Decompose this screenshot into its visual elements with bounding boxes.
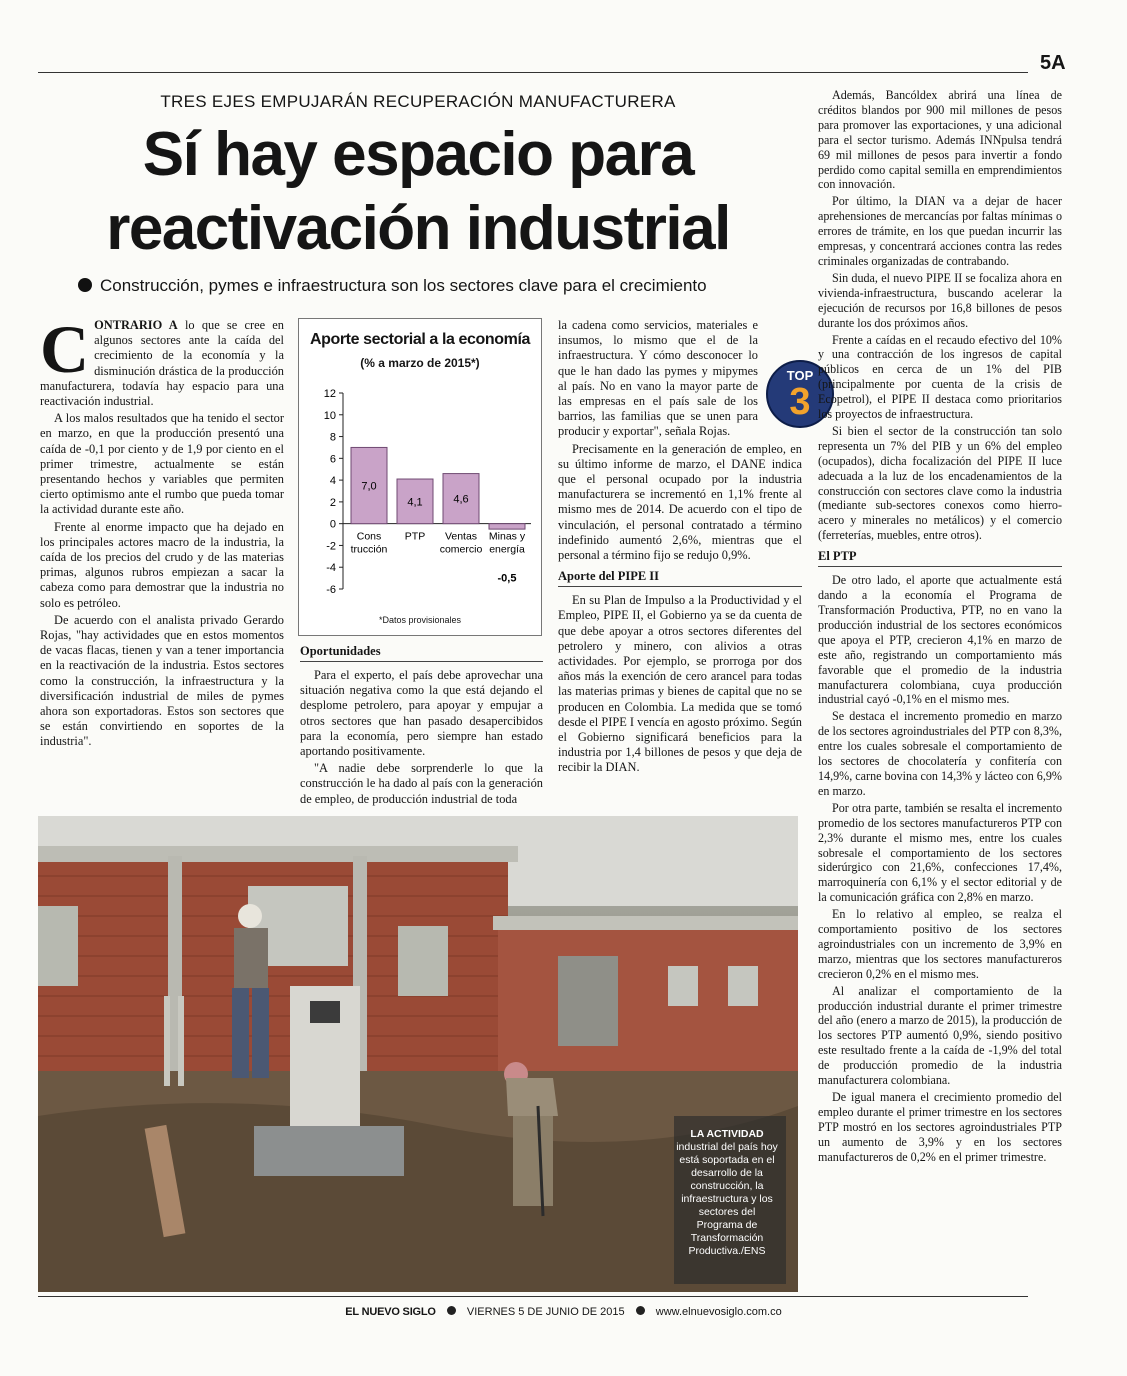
bar-value-label: 4,6 — [453, 493, 469, 506]
bar — [489, 524, 525, 529]
bullet-icon — [636, 1306, 645, 1315]
paragraph: Por otra parte, también se resalta el incremento promedio de los sectores manufactureros PTP con 2,3% durante el mismo mes, entre los cuales sobresale el comportamiento de los sectores siderúrgico con 21,6%, confecciones 17,4%, marroquinería con 6,1% y el sector editorial y de la comunicación gráfica con 2,8% en marzo. — [818, 800, 1062, 905]
category-label: Ventas — [444, 530, 478, 543]
caption-head: LA ACTIVIDAD — [690, 1128, 764, 1140]
paragraph: Frente a caídas en el recaudo efectivo del 10% y una contracción de los ingresos de capital públicos en cerca de un 1% del PIB (principalmente por cuenta de la crisis de Ecopetrol), el PIPE II destaca como prioritarios los proyectos de infraestructura. — [818, 332, 1062, 422]
category-label: PTP — [404, 530, 426, 543]
chart-note: *Datos provisionales — [378, 615, 462, 625]
y-tick-label: 4 — [329, 475, 336, 488]
paragraph: Por último, la DIAN va a dejar de hacer aprehensiones de mercancías por faltas mínimas o errores de trámite, en los que puedan incurrir las empresas, y concentrará acciones contra las redes criminales organizadas de contrabando. — [818, 194, 1062, 268]
y-tick-label: -2 — [326, 540, 336, 553]
bullet-icon — [447, 1306, 456, 1315]
category-label: Cons — [356, 530, 382, 543]
section-heading: Aporte del PIPE II — [558, 569, 802, 587]
headline — [38, 118, 798, 266]
lead-paragraph: C ONTRARIO A lo que se cree en algunos sectores ante la caída del crecimiento de la economía y la disminución drástica de la producción manufacturera, todavía hay espacio para una reactivación industrial. — [40, 311, 284, 409]
category-label: Minas y — [488, 530, 526, 543]
y-tick-label: 0 — [329, 518, 336, 531]
paragraph: A los malos resultados que ha tenido el sector en marzo, en que la producción presentó una caída de -0,1 por ciento y de 1,9 por ciento en el primer trimestre, actualmente se están presentando hechos y variables que permiten cierto optimismo ante el rumbo que pueda tomar la actividad durante este año. — [40, 411, 284, 517]
page-number: 5A — [1040, 52, 1066, 74]
y-tick-label: 8 — [329, 431, 336, 444]
footer-date: VIERNES 5 DE JUNIO DE 2015 — [466, 1306, 625, 1318]
bullet-icon — [78, 278, 92, 292]
section-heading: Oportunidades — [300, 644, 543, 662]
paragraph: Se destaca el incremento promedio en marzo de los sectores agroindustriales del PTP con 8,3%, entre los cuales sobresale el comportamiento de los sectores de chocolatería y confitería con 14,9%, carne bovina con 14,3% y lácteo con 6,9% en marzo. — [818, 709, 1062, 798]
paragraph: Si bien el sector de la construcción tan solo representa un 7% del PIB y un 6% del empleo (ocupados), dicha focalización del PIPE II luce adecuada a la luz de los encadenamientos de la construcción con sectores clave como la industria (mediante sub-sectores conexos como hierro-acero y minerales no metálicos) y el comercio (ferreterías, muebles, entre otros). — [818, 423, 1062, 543]
top-3-badge: TOP 3 — [766, 360, 834, 428]
photo-caption — [676, 1128, 778, 1258]
paragraph: De acuerdo con el analista privado Gerardo Rojas, "hay actividades que en estos momentos de vacas flacas, tienen y van a tener importancia en la reactivación de la industria. Estos sectores como la construcción, la infraestructura y la diversificación industrial de miles de pymes ahora son exportadoras. Estos son sectores que se están convirtiendo en soportes de la industria". — [40, 612, 284, 749]
category-label: comercio — [439, 543, 483, 556]
y-tick-label: 2 — [329, 496, 336, 509]
paragraph: Para el experto, el país debe aprovechar una situación negativa como la que está dejando el desplome petrolero, para apoyar y empujar a otros sectores que han pasado desapercibidos para la economía, pero siempre han estado aportando positivamente. — [300, 668, 543, 759]
paragraph: En lo relativo al empleo, se realza el comportamiento positivo de los sectores agroindustriales con un incremento de 3,9% en marzo, mientras que los sectores manufactureros crecieron 0,2% en el mismo mes. — [818, 907, 1062, 981]
bar-value-label: 4,1 — [407, 496, 423, 509]
column-4 — [818, 88, 1062, 1167]
bar-value-label: 7,0 — [361, 480, 377, 493]
column-1 — [40, 311, 284, 752]
category-label: trucción — [350, 543, 388, 556]
paragraph: De otro lado, el aporte que actualmente está dando a la economía el Programa de Transformación Productiva, PTP, no en vano la producción industrial de los sectores económicos que apoya el PTP, crecieron 4,1% en marzo de este año, registrando un comportamiento más favorable que el promedio de la industria manufacturera colombiana, cuya producción industrial cayó -0,1% en el mismo mes. — [818, 573, 1062, 707]
headline-line-2: reactivación industrial — [106, 194, 730, 263]
footer-rule — [38, 1296, 1028, 1297]
chart-box — [298, 318, 542, 636]
caption-body: industrial del país hoy está soportada en el desarrollo de la construcción, la infraestructura y los sectores del Programa de Transformación Productiva./ENS — [676, 1141, 778, 1257]
paragraph: "A nadie debe sorprenderle lo que la construcción le ha dado al país con la generación de empleo, de producción industrial de toda — [300, 761, 543, 806]
paragraph: De igual manera el crecimiento promedio del empleo durante el primer trimestre en los sectores PTP mostró en los sectores agroindustriales PTP un aumento de 3,9% y en los sectores manufactureros de 0,2% en el primer trimestre. — [818, 1090, 1062, 1164]
chart-title: Aporte sectorial a la economía — [309, 331, 531, 348]
headline-line-1: Sí hay espacio para — [142, 120, 694, 189]
paragraph: Precisamente en la generación de empleo, en su último informe de marzo, el DANE indica que el personal ocupado por la industria manufacturera se incrementó en 1,1% frente al mismo mes de 2014. De acuerdo con el tipo de vinculación, el personal contratado a término indefinido aumentó 2,6%, mientras que el personal a término fijo se redujo 0,9%. — [558, 441, 802, 563]
drop-cap: C — [40, 311, 90, 387]
subhead: Construcción, pymes e infraestructura son los sectores clave para el crecimiento — [78, 276, 798, 296]
paragraph: Sin duda, el nuevo PIPE II se focaliza ahora en vivienda-infraestructura, buscando acelerar la ejecución de recursos por 16,8 billones de pesos durante los dos próximos años. — [818, 270, 1062, 330]
paragraph: Al analizar el comportamiento de la producción industrial durante el primer trimestre del año (enero a marzo de 2015), la producción de los sectores PTP aumentó 0,9%, siendo positivo este resultado frente a la caída de -1,9% del total de producción promedio de la industria manufacturera colombiana. — [818, 983, 1062, 1088]
y-tick-label: 12 — [323, 388, 336, 400]
top-rule — [38, 72, 1028, 73]
paragraph: Además, Bancóldex abrirá una línea de créditos blandos por 900 mil millones de pesos para promover las exportaciones, y una adicional para el sector turismo. Además INNpulsa tendrá 69 mil millones de pesos para invertir a fondo perdido como capital semilla en emprendimientos con innovación. — [818, 88, 1062, 192]
category-label: energía — [489, 543, 525, 556]
bar-chart — [299, 319, 543, 637]
y-tick-label: 10 — [323, 409, 336, 422]
y-tick-label: 6 — [329, 453, 336, 466]
y-tick-label: -6 — [326, 584, 336, 596]
y-tick-label: -4 — [326, 562, 336, 575]
kicker: TRES EJES EMPUJARÁN RECUPERACIÓN MANUFACTURERA — [160, 92, 676, 111]
chart-subtitle: (% a marzo de 2015*) — [360, 356, 480, 370]
paragraph: En su Plan de Impulso a la Productividad y el Empleo, PIPE II, el Gobierno ya se da cuenta de que debe apoyar a otros sectores diferentes del petrolero y minero, con alivios a otras actividades. Por ejemplo, se prorroga por dos años más la exención de cero arancel para todas las materias primas y bienes de capital que no se producen en Colombia. La medida que se tomó desde el PIPE I vencía en agosto próximo. Según el Gobierno significará beneficios para la industria por 1,4 billones de pesos y que deja de recibir la DIAN. — [558, 593, 802, 775]
paragraph: la cadena como servicios, materiales e insumos, lo mismo que el de la infraestructura. Y cómo desconocer lo que le han dado las pymes y mipymes al país. No en vano la mayor parte de las empresas en el país sale de los barrios, las familias que se unen para producir y exportar", señala Rojas. — [558, 318, 758, 439]
column-2 — [300, 638, 543, 809]
column-3 — [558, 318, 802, 778]
lead-caps: ONTRARIO A — [94, 318, 178, 332]
footer — [0, 1306, 1127, 1318]
masthead-logo: EL NUEVO SIGLO — [345, 1306, 436, 1318]
section-heading: El PTP — [818, 549, 1062, 567]
construction-photo — [38, 816, 798, 1292]
footer-website[interactable]: www.elnuevosiglo.com.co — [655, 1306, 782, 1318]
bar-value-label: -0,5 — [497, 572, 517, 585]
paragraph: Frente al enorme impacto que ha dejado en los principales actores macro de la industria, la caída de los precios del crudo y de las materias primas, algunos rubros empiezan a sacar la cabeza como para demostrar que la industria no solo es petróleo. — [40, 519, 284, 610]
